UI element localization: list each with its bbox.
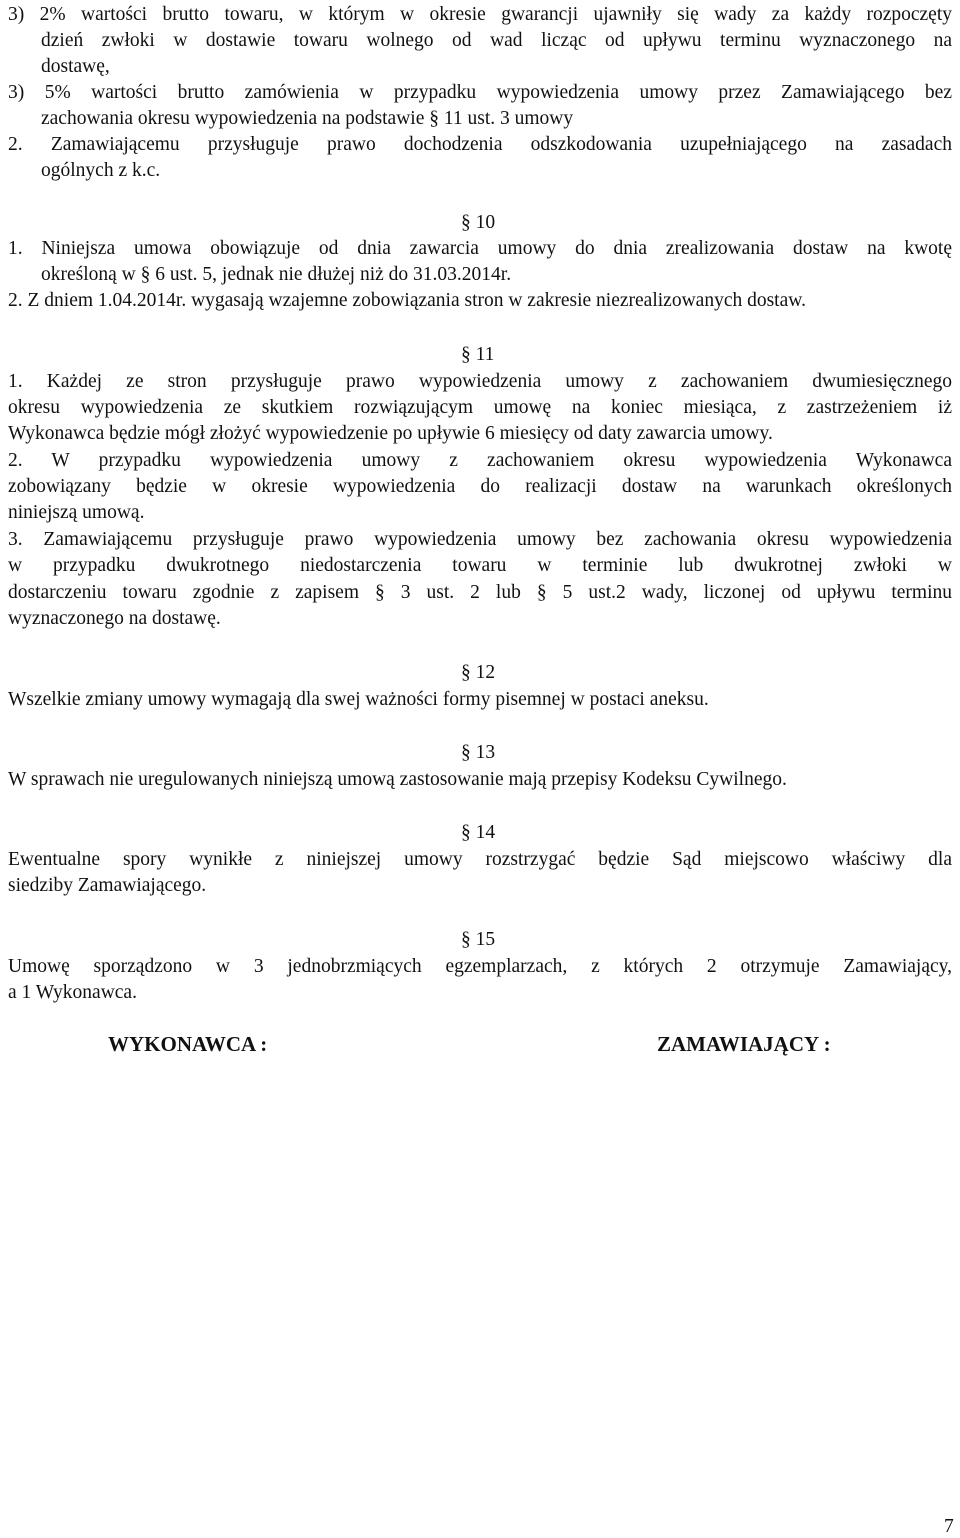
section-13-text: W sprawach nie uregulowanych niniejszą umową zastosowanie mają przepisy Kodeksu Cywilnego.	[8, 769, 787, 790]
section-11-line-2: okresu wypowiedzenia ze skutkiem rozwiązującym umowę na koniec miesiąca, z zastrzeżeniem iż	[8, 397, 952, 418]
section-14-line-1: Ewentualne spory wynikłe z niniejszej umowy rozstrzygać będzie Sąd miejscowo właściwy dla	[8, 849, 952, 870]
section-10-heading: § 10	[461, 212, 496, 233]
compensation-line-1: 2. Zamawiającemu przysługuje prawo dochodzenia odszkodowania uzupełniającego na zasadach	[8, 134, 952, 155]
section-10-line-3: 2. Z dniem 1.04.2014r. wygasają wzajemne zobowiązania stron w zakresie niezrealizowanych dostaw.	[8, 290, 806, 311]
section-11-line-9: dostarczeniu towaru zgodnie z zapisem § 3 ust. 2 lub § 5 ust.2 wady, liczonej od upływu terminu	[8, 582, 952, 603]
signature-client-label: ZAMAWIAJĄCY :	[657, 1032, 831, 1056]
section-11-line-7: 3. Zamawiającemu przysługuje prawo wypowiedzenia umowy bez zachowania okresu wypowiedzenia	[8, 529, 952, 550]
section-11-line-3: Wykonawca będzie mógł złożyć wypowiedzenie po upływie 6 miesięcy od daty zawarcia umowy.	[8, 423, 773, 444]
penalty-item-3b-line-1: 3) 5% wartości brutto zamówienia w przypadku wypowiedzenia umowy przez Zamawiającego bez	[8, 82, 952, 103]
section-14-line-2: siedziby Zamawiającego.	[8, 875, 207, 896]
page-number: 7	[944, 1516, 954, 1537]
signature-contractor-label: WYKONAWCA :	[108, 1032, 268, 1056]
section-15-heading: § 15	[461, 929, 496, 950]
section-15-line-1: Umowę sporządzono w 3 jednobrzmiących egzemplarzach, z których 2 otrzymuje Zamawiający,	[8, 956, 952, 977]
penalty-item-3-line-1: 3) 2% wartości brutto towaru, w którym w okresie gwarancji ujawniły się wady za każdy rozpoczęty	[8, 4, 952, 25]
section-11-line-5: zobowiązany będzie w okresie wypowiedzenia do realizacji dostaw na warunkach określonych	[8, 476, 952, 497]
penalty-item-3-line-2: dzień zwłoki w dostawie towaru wolnego od wad licząc od upływu terminu wyznaczonego na	[41, 30, 952, 51]
section-12-text: Wszelkie zmiany umowy wymagają dla swej ważności formy pisemnej w postaci aneksu.	[8, 689, 709, 710]
penalty-item-3-line-3: dostawę,	[41, 56, 110, 77]
section-13-heading: § 13	[461, 742, 496, 763]
section-11-line-10: wyznaczonego na dostawę.	[8, 608, 221, 629]
section-14-heading: § 14	[461, 822, 496, 843]
section-11-line-8: w przypadku dwukrotnego niedostarczenia towaru w terminie lub dwukrotnej zwłoki w	[8, 555, 952, 576]
section-11-line-1: 1. Każdej ze stron przysługuje prawo wypowiedzenia umowy z zachowaniem dwumiesięcznego	[8, 371, 952, 392]
section-11-line-6: niniejszą umową.	[8, 502, 145, 523]
penalty-item-3b-line-2: zachowania okresu wypowiedzenia na podstawie § 11 ust. 3 umowy	[41, 108, 574, 129]
section-10-line-1: 1. Niniejsza umowa obowiązuje od dnia zawarcia umowy do dnia zrealizowania dostaw na kwotę	[8, 238, 952, 259]
section-10-line-2: określoną w § 6 ust. 5, jednak nie dłużej niż do 31.03.2014r.	[41, 264, 512, 285]
section-11-line-4: 2. W przypadku wypowiedzenia umowy z zachowaniem okresu wypowiedzenia Wykonawca	[8, 450, 952, 471]
section-11-heading: § 11	[461, 344, 495, 365]
compensation-line-2: ogólnych z k.c.	[41, 160, 161, 181]
section-12-heading: § 12	[461, 662, 496, 683]
section-15-line-2: a 1 Wykonawca.	[8, 982, 137, 1003]
